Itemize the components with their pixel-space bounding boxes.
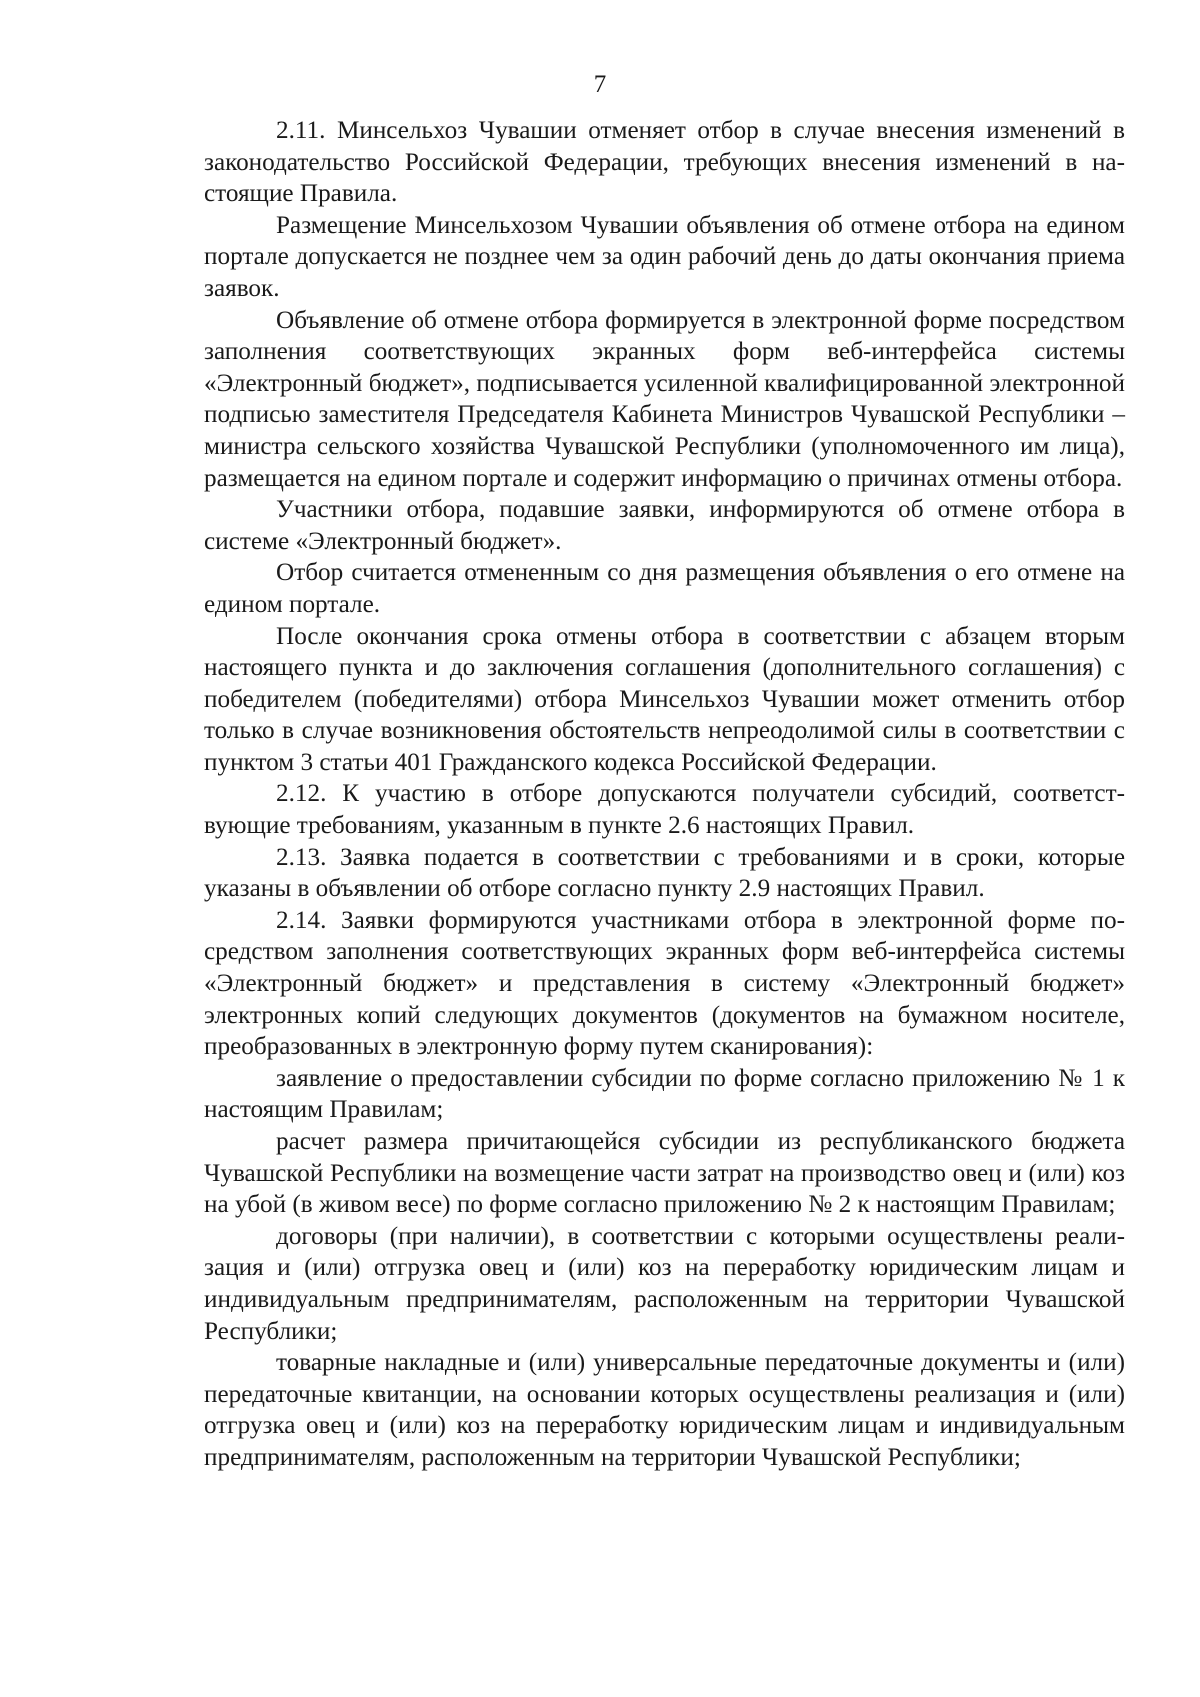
paragraph-cancellation-effective: Отбор считается отмененным со дня размещения объявления о его отмене на едином портале. [204, 559, 1125, 618]
list-item-application: заявление о предоставлении субсидии по форме согласно приложению № 1 к настоящим Правилам; [204, 1064, 1125, 1124]
list-item-subsidy-calculation: расчет размера причитающейся субсидии из республиканского бюджета Чувашской Республики на возмещение части затрат на производство овец и (или) коз на убой (в живом весе) по форме согласно приложению № 2 к настоящим Правилам; [204, 1128, 1125, 1219]
list-item-waybills: товарные накладные и (или) универсальные передаточные документы и (или) передаточные квитанции, на основании которых осуществлены реализация и (или) отгрузка овец и (или) коз на переработку юридическим лицам и индивидуальным предпринимателям, расположенным на территории Чувашской Республики; [204, 1349, 1125, 1471]
paragraph-force-majeure: После окончания срока отмены отбора в соответствии с абзацем вторым настоящего пункта и до заключения соглашения (дополнительного соглашения) с победителем (победителями) отбора Минсельхоз Чувашии может отменить отбор только в случае возникновения обстоятельств непреодолимой силы в соответствии с пунктом 3 статьи 401 Гражданского кодекса Российской Федерации. [204, 622, 1125, 776]
paragraph-2-13: 2.13. Заявка подается в соответствии с требованиями и в сроки, которые указаны в объявлении об отборе согласно пункту 2.9 настоящих Правил. [204, 843, 1125, 903]
paragraph-2-11: 2.11. Минсельхоз Чувашии отменяет отбор в случае внесения изменений в законодательство Российской Федерации, требующих внесения изменений в настоящие Правила. [204, 117, 1125, 208]
page-number: 7 [593, 71, 607, 98]
paragraph-2-14: 2.14. Заявки формируются участниками отбора в электронной форме посредством заполнения соответствующих экранных форм веб-интерфейса системы «Электронный бюджет» и представления в систему «Электронный бюджет» электронных копий следующих документов (документов на бумажном носителе, преобразованных в электронную форму путем сканирования): [204, 906, 1125, 1061]
paragraph-2-12: 2.12. К участию в отборе допускаются получатели субсидий, соответствующие требованиям, указанным в пункте 2.6 настоящих Правил. [204, 780, 1125, 840]
paragraph-cancellation-announcement: Объявление об отмене отбора формируется в электронной форме посредством заполнения соответствующих экранных форм веб-интерфейса системы «Электронный бюджет», подписывается усиленной квалифицированной электронной подписью заместителя Председателя Кабинета Министров Чувашской Республики – министра сельского хозяйства Чувашской Республики (уполномоченного им лица), размещается на едином портале и содержит информацию о причинах отмены отбора. [204, 306, 1125, 492]
paragraph-cancellation-posting: Размещение Минсельхозом Чувашии объявления об отмене отбора на едином портале допускается не позднее чем за один рабочий день до даты окончания приема заявок. [204, 211, 1125, 302]
list-item-contracts: договоры (при наличии), в соответствии с которыми осуществлены реализация и (или) отгрузка овец и (или) коз на переработку юридическим лицам и индивидуальным предпринимателям, расположенным на территории Чувашской Республики; [204, 1222, 1125, 1345]
document-body [204, 115, 1125, 1474]
paragraph-participants-informed: Участники отбора, подавшие заявки, информируются об отмене отбора в системе «Электронный бюджет». [204, 496, 1125, 555]
